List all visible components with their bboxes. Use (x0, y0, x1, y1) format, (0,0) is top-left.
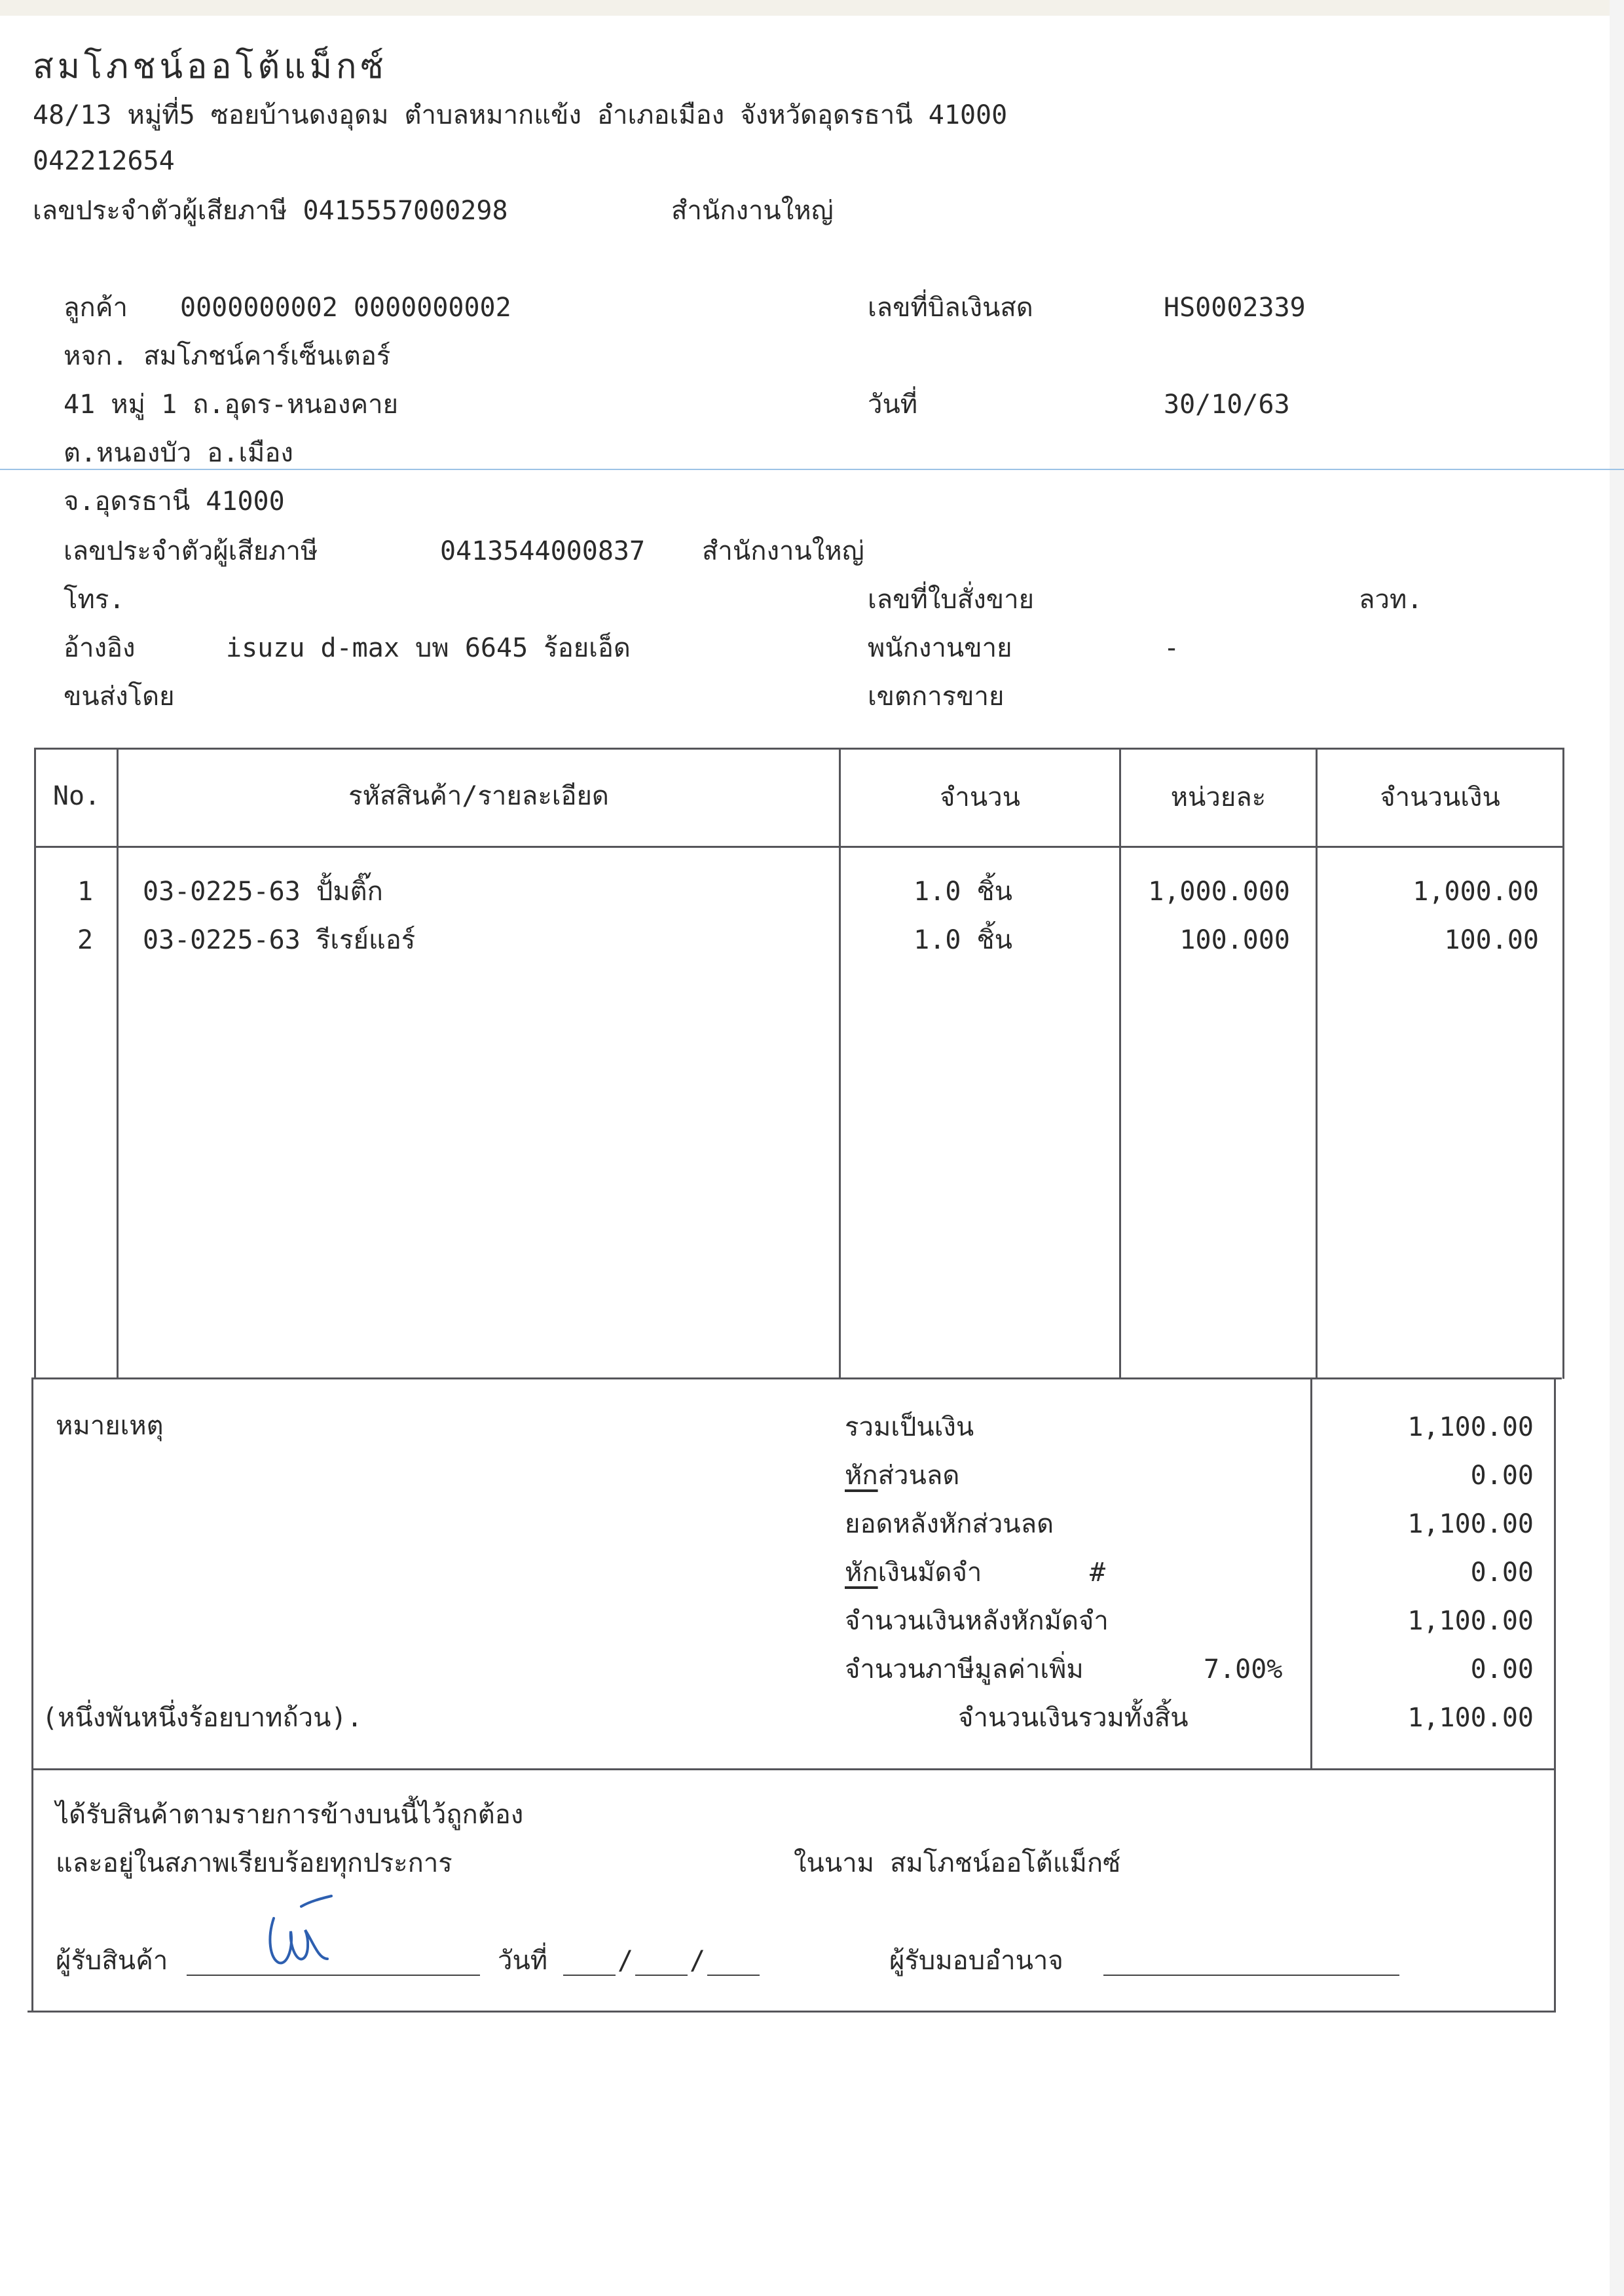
remark-label: หมายเหตุ (56, 1411, 164, 1441)
amount-in-words: (หนึ่งพันหนึ่งร้อยบาทถ้วน). (42, 1703, 363, 1733)
discount-prefix: หัก (845, 1461, 878, 1491)
subtotal-label: รวมเป็นเงิน (845, 1412, 974, 1442)
header-amount: จำนวนเงิน (1380, 782, 1500, 812)
after-discount-value: 1,100.00 (1407, 1509, 1534, 1539)
company-address: 48/13 หมู่ที่5 ซอยบ้านดงอุดม ตำบลหมากแข้ง อำเภอเมือง จังหวัดอุดรธานี 41000 (33, 100, 1008, 130)
sales-area-label: เขตการขาย (868, 682, 1005, 712)
authorized-person-label: ผู้รับมอบอำนาจ (889, 1946, 1063, 1976)
receiver-signature (262, 1886, 341, 1971)
bill-date: 30/10/63 (1164, 390, 1290, 420)
discount-value: 0.00 (1470, 1461, 1534, 1491)
reference-label: อ้างอิง (64, 633, 136, 663)
row-no: 1 (77, 877, 94, 907)
vat-rate: 7.00% (1204, 1654, 1283, 1685)
row-description: 03-0225-63 รีเรย์แอร์ (143, 925, 416, 955)
header-quantity: จำนวน (939, 782, 1021, 812)
customer-phone-label: โทร. (64, 585, 125, 615)
receive-date-label: วันที่ (498, 1946, 548, 1976)
grand-total-value: 1,100.00 (1407, 1703, 1534, 1733)
sales-order-label: เลขที่ใบสั่งขาย (868, 585, 1035, 615)
row-no: 2 (77, 925, 94, 955)
deposit-hash: # (1090, 1558, 1106, 1588)
customer-tax-label: เลขประจำตัวผู้เสียภาษี (64, 536, 318, 566)
customer-address-line1: 41 หมู่ 1 ถ.อุดร-หนองคาย (64, 390, 399, 420)
customer-address-line2: ต.หนองบัว อ.เมือง (64, 438, 293, 468)
receive-date-month-blank (635, 1975, 688, 1976)
deposit-value: 0.00 (1470, 1558, 1534, 1588)
row-amount: 100.00 (1444, 925, 1539, 955)
receive-date-day-blank (563, 1975, 616, 1976)
row-quantity: 1.0 ชิ้น (913, 925, 1012, 955)
company-branch: สำนักงานใหญ่ (671, 196, 834, 226)
row-quantity: 1.0 ชิ้น (913, 877, 1012, 907)
receive-date-slash: / (690, 1946, 706, 1976)
row-unit-price: 100.000 (1179, 925, 1290, 955)
scan-right-edge (1610, 0, 1624, 2296)
grand-total-label: จำนวนเงินรวมทั้งสิ้น (958, 1703, 1189, 1733)
header-no: No. (52, 781, 101, 811)
header-unit-price: หน่วยละ (1170, 782, 1266, 812)
bill-number-label: เลขที่บิลเงินสด (868, 293, 1033, 323)
received-statement-line2: และอยู่ในสภาพเรียบร้อยทุกประการ (56, 1848, 452, 1878)
subtotal-value: 1,100.00 (1407, 1412, 1534, 1442)
discount-label: หักส่วนลด (845, 1461, 960, 1491)
scan-top-edge (0, 0, 1624, 16)
receive-date-year-blank (707, 1975, 760, 1976)
receiver-label: ผู้รับสินค้า (56, 1946, 168, 1976)
receiver-signature-line (187, 1975, 480, 1976)
authorized-signature-line (1103, 1975, 1399, 1976)
deposit-label: หักเงินมัดจำ (845, 1558, 982, 1588)
received-statement-line1: ได้รับสินค้าตามรายการข้างบนนี้ไว้ถูกต้อง (56, 1800, 524, 1830)
customer-codes: 0000000002 0000000002 (180, 293, 511, 323)
row-amount: 1,000.00 (1412, 877, 1539, 907)
customer-name: หจก. สมโภชน์คาร์เซ็นเตอร์ (64, 341, 391, 371)
receive-date-slash: / (618, 1946, 634, 1976)
reference-value: isuzu d-max บพ 6645 ร้อยเอ็ด (226, 633, 631, 663)
company-name: สมโภชน์ออโต้แม็กซ์ (33, 47, 388, 86)
after-deposit-label: จำนวนเงินหลังหักมัดจำ (845, 1606, 1109, 1636)
company-phone: 042212654 (33, 146, 175, 176)
deposit-prefix: หัก (845, 1558, 878, 1588)
bill-date-label: วันที่ (868, 390, 918, 420)
vat-label: จำนวนภาษีมูลค่าเพิ่ม (845, 1654, 1084, 1685)
after-deposit-value: 1,100.00 (1407, 1606, 1534, 1636)
shipping-label: ขนส่งโดย (64, 682, 175, 712)
salesperson-value: - (1164, 633, 1180, 663)
header-description: รหัสสินค้า/รายละเอียด (348, 781, 609, 811)
customer-branch: สำนักงานใหญ่ (702, 536, 864, 566)
row-description: 03-0225-63 ปั้มติ๊ก (143, 877, 383, 907)
bill-number: HS0002339 (1164, 293, 1306, 323)
after-discount-label: ยอดหลังหักส่วนลด (845, 1509, 1054, 1539)
customer-tax-id: 0413544000837 (440, 536, 646, 566)
scan-line (0, 469, 1624, 470)
on-behalf-of: ในนาม สมโภชน์ออโต้แม็กซ์ (794, 1848, 1121, 1878)
sales-order-value: ลวท. (1359, 585, 1423, 615)
customer-address-line3: จ.อุดรธานี 41000 (64, 486, 285, 517)
row-unit-price: 1,000.000 (1148, 877, 1290, 907)
customer-label: ลูกค้า (64, 293, 128, 323)
vat-value: 0.00 (1470, 1654, 1534, 1685)
company-tax-id: เลขประจำตัวผู้เสียภาษี 0415557000298 (33, 196, 508, 226)
salesperson-label: พนักงานขาย (868, 633, 1012, 663)
